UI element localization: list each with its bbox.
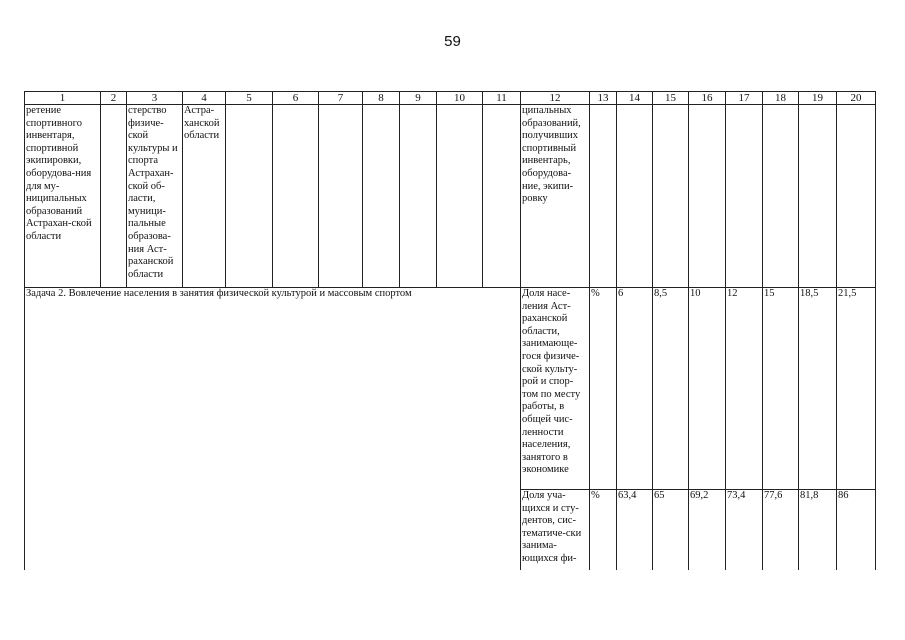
value-cell: 63,4 bbox=[617, 490, 653, 570]
empty-cell bbox=[319, 105, 363, 288]
header-col-11: 11 bbox=[483, 92, 521, 105]
header-row bbox=[25, 92, 876, 105]
empty-cell bbox=[590, 105, 617, 288]
activity-name-cell: ретение спортивного инвентаря, спортивной экипировки, оборудова-ния для му-ниципальных образований Астрахан-ской области bbox=[25, 105, 101, 288]
indicators-table bbox=[24, 91, 876, 570]
empty-cell bbox=[799, 105, 837, 288]
header-col-16: 16 bbox=[689, 92, 726, 105]
header-col-4: 4 bbox=[183, 92, 226, 105]
header-col-2: 2 bbox=[101, 92, 127, 105]
value-cell: 15 bbox=[763, 288, 799, 490]
empty-cell bbox=[363, 105, 400, 288]
header-col-20: 20 bbox=[837, 92, 876, 105]
value-cell: 73,4 bbox=[726, 490, 763, 570]
value-cell: 69,2 bbox=[689, 490, 726, 570]
page-number: 59 bbox=[444, 33, 461, 50]
header-col-10: 10 bbox=[437, 92, 483, 105]
header-col-7: 7 bbox=[319, 92, 363, 105]
executor-cell: стерство физиче-ской культуры и спорта Астрахан-ской об-ласти, муници-пальные образова-ния Аст-раханской области bbox=[127, 105, 183, 288]
table-row bbox=[25, 105, 876, 288]
header-col-14: 14 bbox=[617, 92, 653, 105]
empty-cell bbox=[689, 105, 726, 288]
value-cell: 18,5 bbox=[799, 288, 837, 490]
value-cell: 65 bbox=[653, 490, 689, 570]
header-col-17: 17 bbox=[726, 92, 763, 105]
indicator-cell: ципальных образований, получивших спортивный инвентарь, оборудова-ние, экипи-ровку bbox=[521, 105, 590, 288]
empty-cell bbox=[726, 105, 763, 288]
value-cell: 81,8 bbox=[799, 490, 837, 570]
header-col-5: 5 bbox=[226, 92, 273, 105]
header-col-12: 12 bbox=[521, 92, 590, 105]
empty-cell bbox=[226, 105, 273, 288]
empty-cell bbox=[437, 105, 483, 288]
indicator-cell: Доля уча-щихся и сту-дентов, сис-тематиче-ски занима-ющихся фи- bbox=[521, 490, 590, 570]
empty-cell bbox=[483, 105, 521, 288]
empty-cell bbox=[400, 105, 437, 288]
header-col-3: 3 bbox=[127, 92, 183, 105]
value-cell: 77,6 bbox=[763, 490, 799, 570]
header-col-19: 19 bbox=[799, 92, 837, 105]
empty-cell bbox=[101, 105, 127, 288]
header-col-9: 9 bbox=[400, 92, 437, 105]
empty-cell bbox=[617, 105, 653, 288]
table-row bbox=[25, 288, 876, 490]
task-2-cell: Задача 2. Вовлечение населения в занятия физической культурой и массовым спортом bbox=[25, 288, 521, 570]
empty-cell bbox=[837, 105, 876, 288]
indicator-cell: Доля насе-ления Аст-раханской области, занимающе-гося физиче-ской культу-рой и спор-том по месту работы, в общей чис-ленности населения, занятого в экономике bbox=[521, 288, 590, 490]
value-cell: 6 bbox=[617, 288, 653, 490]
value-cell: 12 bbox=[726, 288, 763, 490]
header-col-6: 6 bbox=[273, 92, 319, 105]
value-cell: 21,5 bbox=[837, 288, 876, 490]
unit-cell: % bbox=[590, 490, 617, 570]
empty-cell bbox=[273, 105, 319, 288]
header-col-1: 1 bbox=[25, 92, 101, 105]
value-cell: 86 bbox=[837, 490, 876, 570]
header-col-15: 15 bbox=[653, 92, 689, 105]
empty-cell bbox=[763, 105, 799, 288]
unit-cell: % bbox=[590, 288, 617, 490]
header-col-18: 18 bbox=[763, 92, 799, 105]
value-cell: 8,5 bbox=[653, 288, 689, 490]
header-col-13: 13 bbox=[590, 92, 617, 105]
value-cell: 10 bbox=[689, 288, 726, 490]
region-cell: Астра-ханской области bbox=[183, 105, 226, 288]
empty-cell bbox=[653, 105, 689, 288]
header-col-8: 8 bbox=[363, 92, 400, 105]
